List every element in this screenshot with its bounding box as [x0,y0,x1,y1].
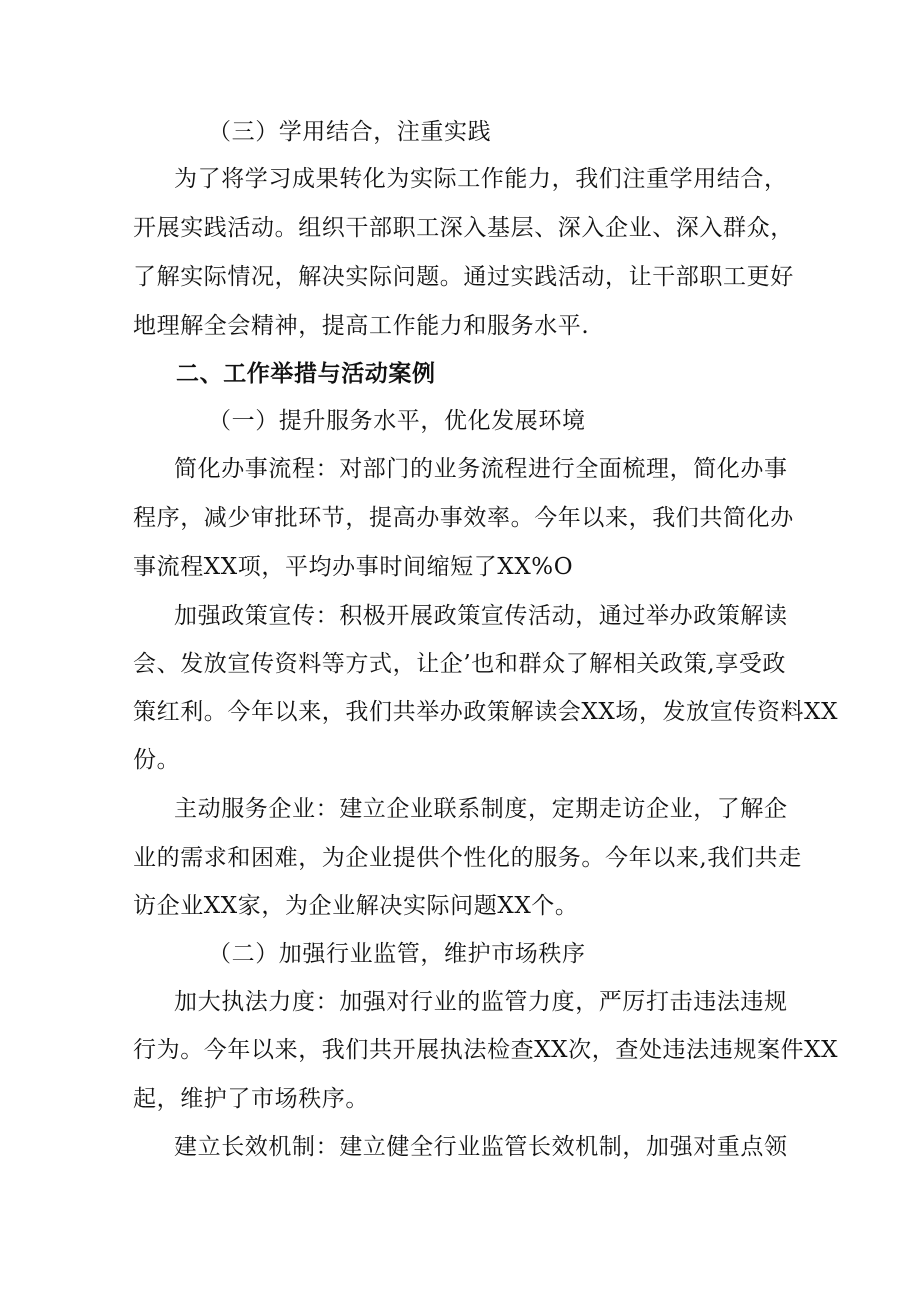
para-service-line-2: 业的需求和困难，为企业提供个性化的服务。今年以来,我们共走 [133,845,802,871]
para-policy-line-3: 策红利。今年以来，我们共举办政策解读会XX场，发放宣传资料XX [133,699,839,725]
para-enforce-line-3: 起，维护了市场秩序。 [133,1086,369,1112]
para-enforce-line-2: 行为。今年以来，我们共开展执法检查XX次，查处违法违规案件XX [133,1037,839,1063]
section-two-heading: 二、工作举措与活动案例 [176,360,436,387]
para-service-line-3: 访企业XX家，为企业解决实际问题XX个。 [133,893,579,919]
sub-1-heading: （一）提升服务水平，优化发展环境 [208,408,586,434]
sub-2-heading: （二）加强行业监管，维护市场秩序 [208,941,586,967]
para-mechanism-line-1: 建立长效机制：建立健全行业监管长效机制，加强对重点领 [174,1134,788,1160]
para-simplify-line-2: 程序，减少审批环节，提高办事效率。今年以来，我们共简化办 [133,505,794,531]
para-simplify-line-3: 事流程XX项，平均办事时间缩短了XX%O [133,554,574,580]
para-service-line-1: 主动服务企业：建立企业联系制度，定期走访企业，了解企 [174,796,788,822]
para-policy-line-4: 份。 [133,747,181,773]
section-3-heading: （三）学用结合，注重实践 [208,119,492,145]
para-simplify-line-1: 简化办事流程：对部门的业务流程进行全面梳理，简化办事 [174,456,788,482]
para-policy-line-2: 会、发放宣传资料等方式，让企’也和群众了解相关政策,享受政 [133,651,787,677]
para-policy-line-1: 加强政策宣传：积极开展政策宣传活动，通过举办政策解读 [174,603,788,629]
para-enforce-line-1: 加大执法力度：加强对行业的监管力度，严厉打击违法违规 [174,989,788,1015]
para-practice-line-2: 开展实践活动。组织干部职工深入基层、深入企业、深入群众， [133,215,794,241]
para-practice-line-1: 为了将学习成果转化为实际工作能力，我们注重学用结合， [174,166,788,192]
para-practice-line-3: 了解实际情况，解决实际问题。通过实践活动，让干部职工更好 [133,264,794,290]
para-practice-line-4: 地理解全会精神，提高工作能力和服务水平. [133,313,590,339]
